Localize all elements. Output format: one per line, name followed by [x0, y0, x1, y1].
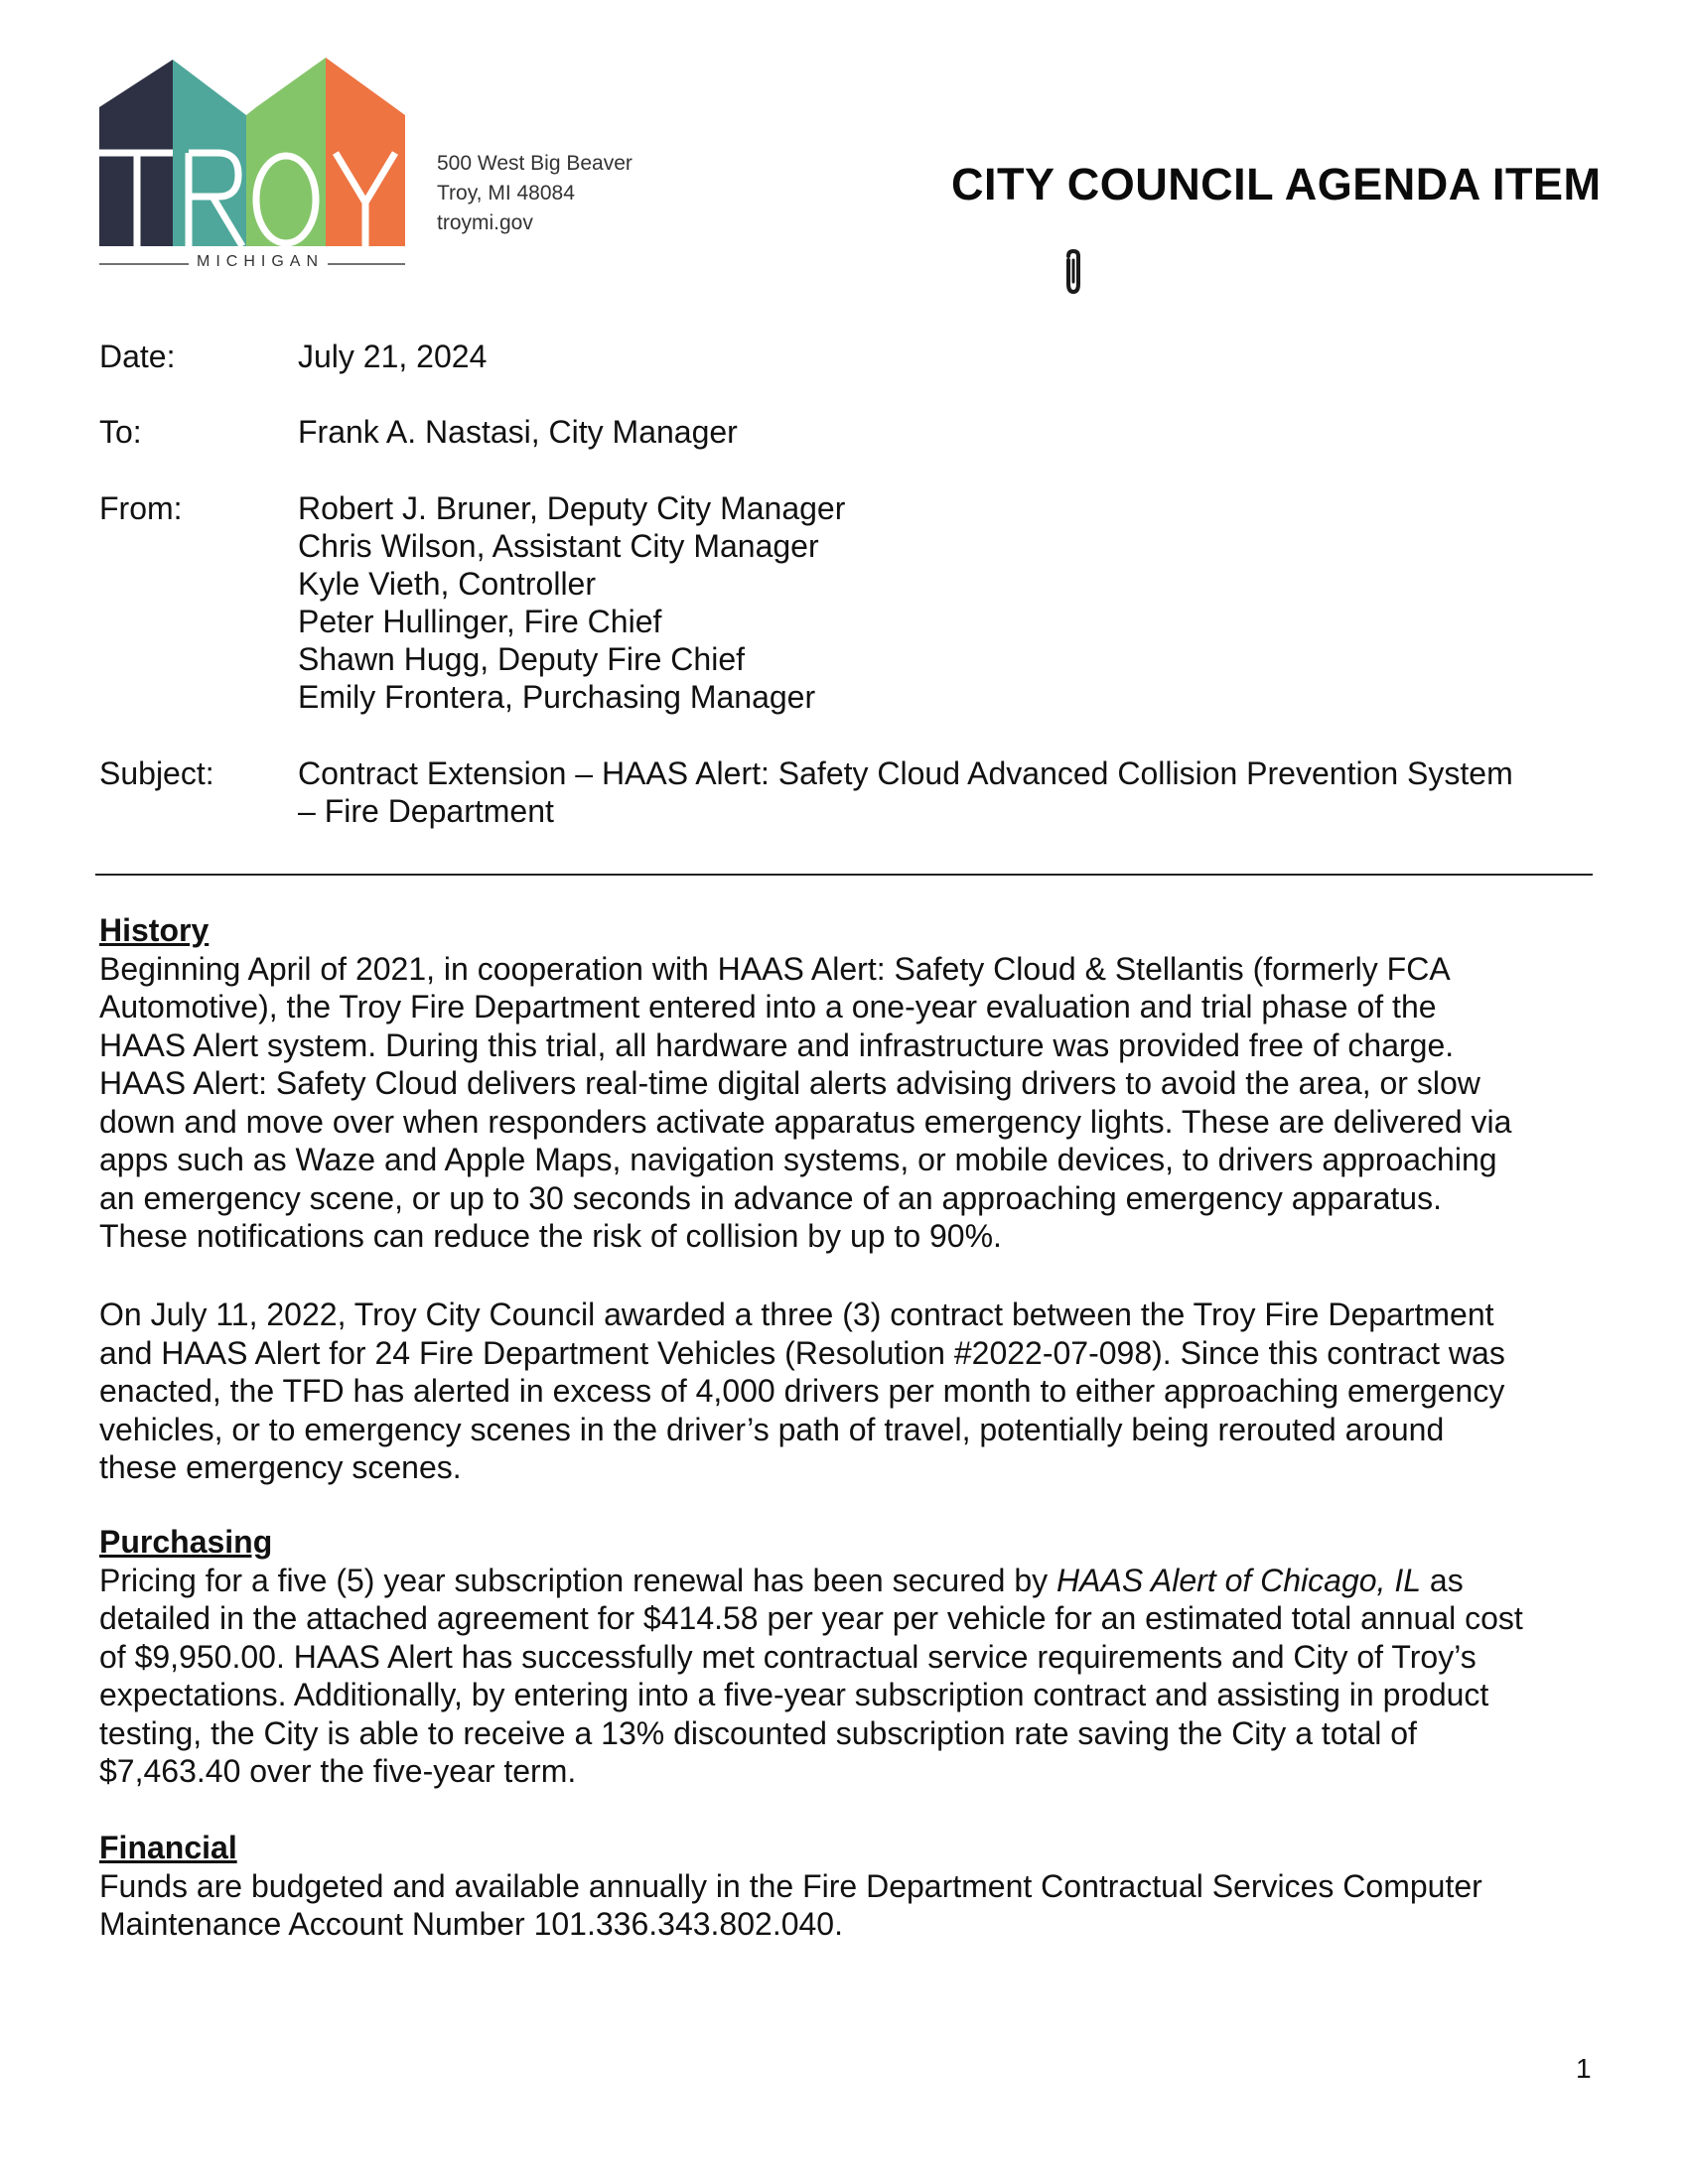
- text-run: as: [1421, 1562, 1464, 1598]
- history-paragraph-1: [99, 950, 1609, 1256]
- text-line: On July 11, 2022, Troy City Council awarded a three (3) contract between the Troy Fire Department: [99, 1297, 1494, 1332]
- text-line: an emergency scene, or up to 30 seconds in advance of an approaching emergency apparatus.: [99, 1179, 1442, 1216]
- from-person: Chris Wilson, Assistant City Manager: [298, 528, 819, 564]
- from-person: Shawn Hugg, Deputy Fire Chief: [298, 641, 745, 677]
- history-section: [99, 911, 1609, 1256]
- text-line: enacted, the TFD has alerted in excess of 4,000 drivers per month to either approaching emergency: [99, 1373, 1505, 1409]
- address-website: troymi.gov: [437, 211, 533, 234]
- financial-section: [99, 1829, 1609, 1944]
- date-label: Date:: [99, 339, 176, 374]
- vendor-name: HAAS Alert of Chicago, IL: [1056, 1562, 1422, 1598]
- to-label: To:: [99, 414, 142, 450]
- logo-state-text: MICHIGAN: [197, 253, 324, 270]
- from-person: Emily Frontera, Purchasing Manager: [298, 679, 816, 715]
- to-value: Frank A. Nastasi, City Manager: [298, 414, 738, 450]
- text-line: Maintenance Account Number 101.336.343.802.040.: [99, 1906, 843, 1942]
- text-line: Funds are budgeted and available annually in the Fire Department Contractual Services Computer: [99, 1867, 1482, 1904]
- subject-label: Subject:: [99, 755, 214, 791]
- paperclip-icon[interactable]: [1060, 248, 1086, 296]
- city-address: [437, 149, 633, 238]
- text-line: these emergency scenes.: [99, 1449, 462, 1485]
- page-number: 1: [1576, 2053, 1592, 2084]
- text-line: detailed in the attached agreement for $414.58 per year per vehicle for an estimated total annual cost: [99, 1600, 1523, 1636]
- subject-line: Contract Extension – HAAS Alert: Safety Cloud Advanced Collision Prevention System: [298, 755, 1513, 791]
- financial-paragraph: [99, 1867, 1609, 1944]
- text-line: apps such as Waze and Apple Maps, navigation systems, or mobile devices, to drivers approaching: [99, 1142, 1497, 1177]
- text-line: and HAAS Alert for 24 Fire Department Vehicles (Resolution #2022-07-098). Since this contract was: [99, 1334, 1505, 1371]
- text-line: down and move over when responders activate apparatus emergency lights. These are delivered via: [99, 1103, 1512, 1140]
- purchasing-heading: Purchasing: [99, 1524, 273, 1560]
- text-line: [99, 1562, 1609, 1600]
- text-line: of $9,950.00. HAAS Alert has successfully met contractual service requirements and City of Troy’s: [99, 1638, 1477, 1675]
- history-paragraph-2: [99, 1296, 1609, 1487]
- purchasing-paragraph: [99, 1562, 1609, 1791]
- page-title: CITY COUNCIL AGENDA ITEM: [951, 159, 1602, 209]
- text-line: $7,463.40 over the five-year term.: [99, 1753, 577, 1789]
- history-heading: History: [99, 912, 210, 948]
- from-person: Kyle Vieth, Controller: [298, 566, 596, 602]
- header-divider: [95, 874, 1593, 876]
- from-person: Robert J. Bruner, Deputy City Manager: [298, 490, 846, 526]
- text-line: HAAS Alert system. During this trial, all hardware and infrastructure was provided free of charge.: [99, 1026, 1455, 1063]
- purchasing-section: [99, 1523, 1609, 1791]
- text-line: testing, the City is able to receive a 13% discounted subscription rate saving the City a total of: [99, 1714, 1417, 1751]
- from-label: From:: [99, 490, 183, 526]
- address-city: Troy, MI 48084: [437, 182, 575, 205]
- text-run: Pricing for a five (5) year subscription renewal has been secured by: [99, 1562, 1057, 1598]
- financial-heading: Financial: [99, 1830, 237, 1865]
- troy-logo: [97, 58, 415, 274]
- subject-line: – Fire Department: [298, 793, 554, 829]
- address-street: 500 West Big Beaver: [437, 152, 633, 175]
- from-person: Peter Hullinger, Fire Chief: [298, 604, 662, 639]
- date-value: July 21, 2024: [298, 339, 488, 374]
- text-line: These notifications can reduce the risk of collision by up to 90%.: [99, 1218, 1002, 1254]
- text-line: vehicles, or to emergency scenes in the driver’s path of travel, potentially being rerouted around: [99, 1411, 1445, 1447]
- text-line: expectations. Additionally, by entering into a five-year subscription contract and assisting in product: [99, 1677, 1489, 1712]
- text-line: Beginning April of 2021, in cooperation with HAAS Alert: Safety Cloud & Stellantis (formerly FCA: [99, 950, 1451, 987]
- text-line: Automotive), the Troy Fire Department entered into a one-year evaluation and trial phase of the: [99, 989, 1437, 1024]
- text-line: HAAS Alert: Safety Cloud delivers real-time digital alerts advising drivers to avoid the area, or slow: [99, 1065, 1480, 1101]
